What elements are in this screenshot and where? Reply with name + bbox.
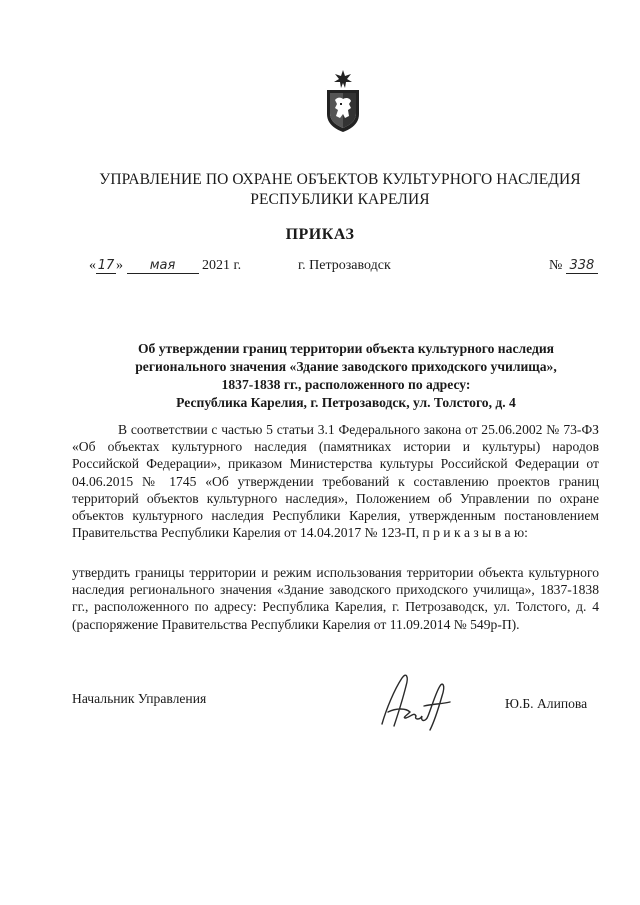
- heading-line-2: регионального значения «Здание заводского приходского училища»,: [135, 359, 557, 374]
- date-month: мая: [127, 258, 199, 274]
- order-heading: [72, 340, 620, 412]
- date-year: 2021 г.: [202, 258, 242, 273]
- handwritten-signature: [376, 666, 456, 736]
- date-open-quote: «: [89, 258, 96, 273]
- heading-line-3: 1837-1838 гг., расположенного по адресу:: [221, 377, 471, 392]
- doc-type-title: ПРИКАЗ: [285, 226, 355, 243]
- number-value: 338: [566, 258, 598, 274]
- heading-line-1: Об утверждении границ территории объекта культурного наследия: [137, 341, 555, 356]
- date-day: 17: [97, 258, 115, 273]
- number-sign: №: [549, 258, 563, 273]
- heading-line-4: Республика Карелия, г. Петрозаводск, ул. Толстого, д. 4: [176, 395, 516, 410]
- order-paragraph: [72, 564, 599, 633]
- preamble-paragraph: [72, 421, 599, 541]
- org-name-line2: РЕСПУБЛИКИ КАРЕЛИЯ: [250, 191, 430, 208]
- order-number: [549, 258, 598, 280]
- preamble-text: В соответствии с частью 5 статьи 3.1 Федерального закона от 25.06.2002 № 73-ФЗ «Об объектах культурного наследия (памятниках истории и культуры) народов Российской Федерации», приказом Министерства культуры Российской Федерации от 04.06.2015 № 1745 «Об утверждении требований к составлению проектов границ территорий объектов культурного наследия», Положением об Управлении по охране объектов культурного наследия Республики Карелия, утвержденным постановлением Правительства Республики Карелия от 14.04.2017 № 123-П, п р и к а з ы в а ю:: [72, 422, 599, 541]
- org-name-line1: УПРАВЛЕНИЕ ПО ОХРАНЕ ОБЪЕКТОВ КУЛЬТУРНОГО НАСЛЕДИЯ: [99, 171, 581, 188]
- signatory-position: Начальник Управления: [72, 691, 207, 706]
- karelia-coat-of-arms-icon: [323, 68, 363, 134]
- order-text: утвердить границы территории и режим использования территории объекта культурного наследия регионального значения «Здание заводского приходского училища», 1837-1838 гг., расположенного по адресу: Республика Карелия, г. Петрозаводск, ул. Толстого, д. 4 (распоряжение Правительства Республики Карелия от 11.09.2014 № 549р-П).: [72, 565, 599, 632]
- order-city: г. Петрозаводск: [298, 258, 391, 273]
- date-close-quote: »: [116, 258, 123, 273]
- order-date: [89, 258, 241, 280]
- signatory-name: Ю.Б. Алипова: [505, 696, 588, 711]
